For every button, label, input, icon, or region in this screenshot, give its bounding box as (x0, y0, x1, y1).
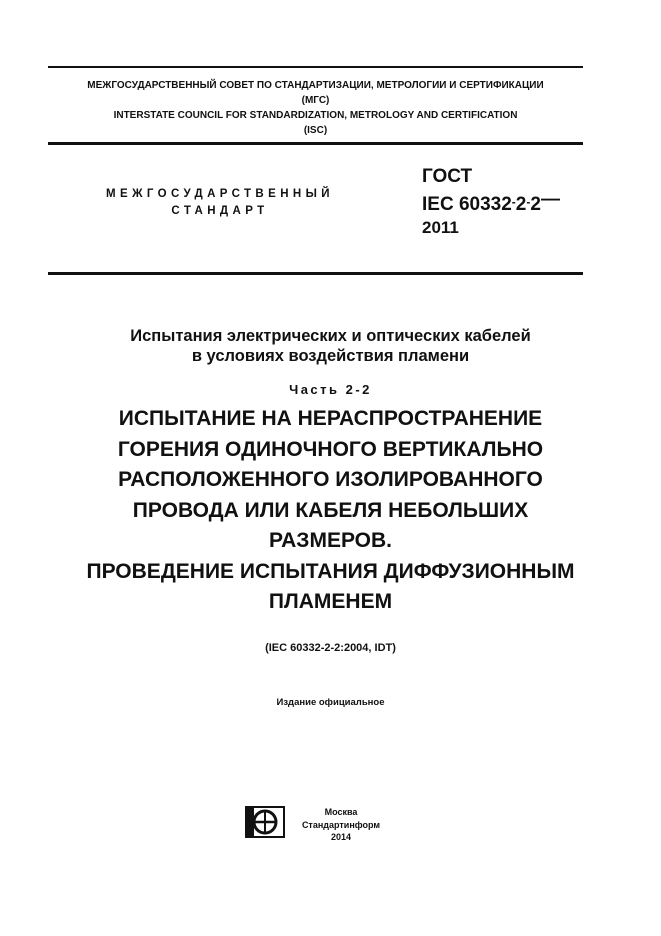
publisher-name: Стандартинформ (301, 819, 381, 830)
specific-title-line: ПРОВОДА ИЛИ КАБЕЛЯ НЕБОЛЬШИХ (132, 498, 529, 522)
council-header (48, 78, 583, 138)
specific-title-line: ПРОВЕДЕНИЕ ИСПЫТАНИЯ ДИФФУЗИОННЫМ (86, 559, 575, 583)
publisher-block (296, 806, 386, 844)
section-rule (48, 272, 583, 275)
general-title (40, 326, 621, 366)
edition-label: Издание официальное (276, 697, 385, 708)
council-ru: МЕЖГОСУДАРСТВЕННЫЙ СОВЕТ ПО СТАНДАРТИЗАЦИИ, МЕТРОЛОГИИ И СЕРТИФИКАЦИИ (87, 80, 544, 91)
designation-part-a: 2 (515, 194, 527, 215)
standartinform-logo-icon (245, 806, 285, 838)
general-title-line2: в условиях воздействия пламени (191, 347, 470, 365)
gost-label: ГОСТ (422, 166, 473, 187)
designation-part-b: 2 (530, 194, 541, 215)
publisher-city: Москва (324, 807, 358, 817)
gost-number: IEC 60332-2-2— (422, 189, 560, 215)
specific-title-line: РАСПОЛОЖЕННОГО ИЗОЛИРОВАННОГО (118, 468, 543, 491)
standard-kind-line1: МЕЖГОСУДАРСТВЕННЫЙ (106, 188, 334, 200)
part-label: Часть 2-2 (289, 382, 372, 397)
designation-separator: — (540, 189, 560, 210)
standard-kind (80, 186, 360, 220)
specific-title-line: ГОРЕНИЯ ОДИНОЧНОГО ВЕРТИКАЛЬНО (117, 437, 544, 461)
header-bottom-rule (48, 142, 583, 145)
gost-designation (422, 165, 602, 239)
standard-kind-line2: СТАНДАРТ (171, 205, 269, 217)
council-ru-abbr: (МГС) (301, 95, 330, 106)
designation-main: IEC 60332 (422, 194, 512, 215)
header-top-rule (48, 66, 583, 68)
specific-title-line: ПЛАМЕНЕМ (268, 590, 393, 613)
council-en-abbr: (ISC) (303, 125, 328, 136)
specific-title (30, 404, 631, 618)
iec-reference: (IEC 60332-2-2:2004, IDT) (265, 642, 396, 654)
publisher-year: 2014 (330, 832, 352, 842)
gost-year: 2011 (422, 218, 459, 237)
general-title-line1: Испытания электрических и оптических кабелей (130, 327, 531, 345)
council-en: INTERSTATE COUNCIL FOR STANDARDIZATION, METROLOGY AND CERTIFICATION (113, 110, 518, 121)
specific-title-line: РАЗМЕРОВ. (268, 529, 393, 552)
specific-title-line: ИСПЫТАНИЕ НА НЕРАСПРОСТРАНЕНИЕ (118, 407, 543, 430)
